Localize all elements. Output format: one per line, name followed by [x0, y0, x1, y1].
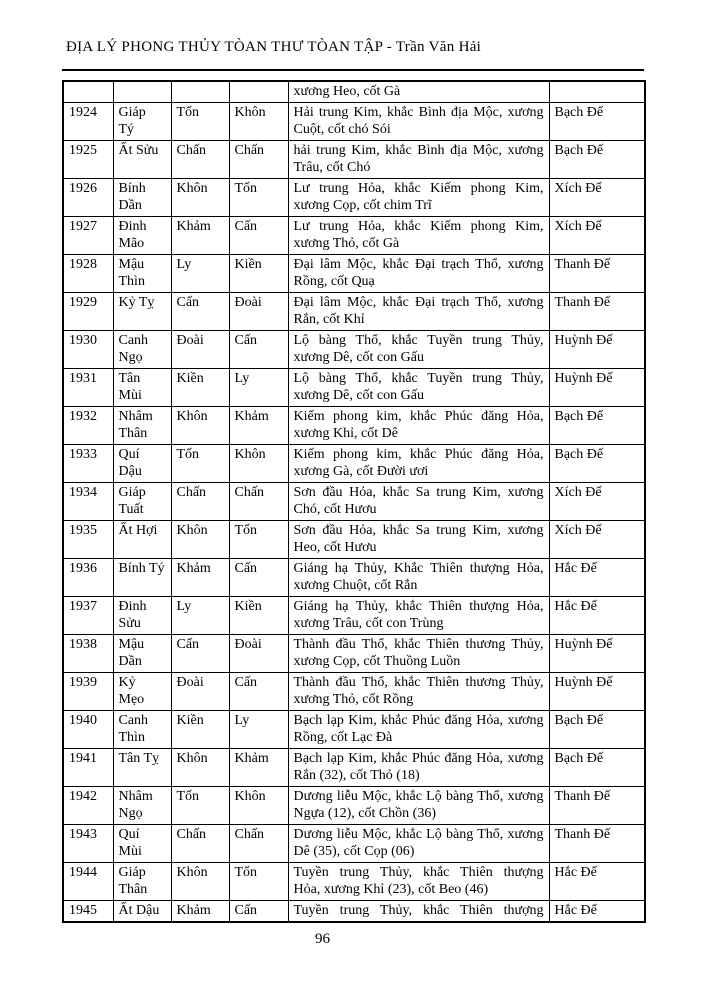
description-line: xương Heo, cốt Gà [293, 84, 401, 99]
trigram1-cell: Khôn [171, 749, 229, 787]
description-line: Sơn đầu Hỏa, khắc Sa trung Kim, xương [293, 523, 544, 538]
description-line: Hỏa, xương Khỉ (23), cốt Beo (46) [293, 882, 489, 897]
trigram1-cell: Khôn [171, 407, 229, 445]
description-line: Giáng hạ Thủy, Khắc Thiên thượng Hỏa, [293, 561, 544, 576]
description-line: xương Gà, cốt Đười ươi [293, 464, 429, 479]
canchi-cell: Mậu Dần [113, 635, 171, 673]
canchi-cell: Ất Dậu [113, 901, 171, 923]
trigram1-cell: Khảm [171, 559, 229, 597]
table-row [63, 141, 645, 179]
trigram1-cell [171, 81, 229, 103]
year-cell: 1929 [63, 293, 113, 331]
canchi-cell: Đinh Mão [113, 217, 171, 255]
canchi-cell: Quí Dậu [113, 445, 171, 483]
trigram2-cell: Tốn [229, 521, 288, 559]
napam-description-cell [288, 787, 549, 825]
description-line: Rồng, cốt Lạc Đà [293, 730, 393, 745]
description-line: Hải trung Kim, khắc Bình địa Mộc, xương [293, 105, 544, 120]
trigram2-cell: Cấn [229, 217, 288, 255]
table-row [63, 521, 645, 559]
description-line: Bạch lạp Kim, khắc Phúc đăng Hỏa, xương [293, 713, 544, 728]
description-line: Dương liễu Mộc, khắc Lộ bàng Thổ, xương [293, 789, 544, 804]
trigram1-cell: Kiền [171, 369, 229, 407]
trigram2-cell: Tốn [229, 179, 288, 217]
trigram2-cell: Cấn [229, 331, 288, 369]
napam-description-cell [288, 293, 549, 331]
napam-description-cell [288, 749, 549, 787]
canchi-cell: Ất Sửu [113, 141, 171, 179]
trigram2-cell: Khôn [229, 445, 288, 483]
canchi-cell: Giáp Tuất [113, 483, 171, 521]
trigram1-cell: Khôn [171, 521, 229, 559]
description-line: xương Trâu, cốt con Trùng [293, 616, 444, 631]
emperor-cell: Xích Đế [549, 217, 645, 255]
description-line: Tuyền trung Thủy, khắc Thiên thượng [293, 903, 544, 918]
emperor-cell: Xích Đế [549, 483, 645, 521]
emperor-cell: Huỳnh Đế [549, 673, 645, 711]
table-row [63, 673, 645, 711]
description-line: xương Cọp, cốt chim Trĩ [293, 198, 432, 213]
description-line: xương Dê, cốt con Gấu [293, 388, 424, 403]
table-row [63, 635, 645, 673]
napam-description-cell [288, 445, 549, 483]
header-rule [62, 69, 644, 71]
description-line: Thành đầu Thổ, khắc Thiên thương Thủy, [293, 675, 544, 690]
description-line: Lư trung Hỏa, khắc Kiếm phong Kim, [293, 219, 544, 234]
table-row [63, 293, 645, 331]
year-cell: 1940 [63, 711, 113, 749]
napam-description-cell [288, 217, 549, 255]
emperor-cell: Thanh Đế [549, 293, 645, 331]
canchi-cell: Đinh Sửu [113, 597, 171, 635]
description-line: Chó, cốt Hươu [293, 502, 377, 517]
trigram1-cell: Chấn [171, 825, 229, 863]
trigram2-cell: Khôn [229, 103, 288, 141]
years-table-body [63, 81, 645, 922]
table-row [63, 255, 645, 293]
canchi-cell [113, 81, 171, 103]
trigram1-cell: Kiền [171, 711, 229, 749]
trigram1-cell: Đoài [171, 331, 229, 369]
trigram1-cell: Khôn [171, 179, 229, 217]
year-cell: 1936 [63, 559, 113, 597]
trigram2-cell: Chấn [229, 483, 288, 521]
napam-description-cell [288, 521, 549, 559]
emperor-cell: Bạch Đế [549, 103, 645, 141]
napam-description-cell [288, 597, 549, 635]
table-row [63, 825, 645, 863]
napam-description-cell [288, 863, 549, 901]
year-cell: 1941 [63, 749, 113, 787]
year-cell: 1925 [63, 141, 113, 179]
napam-description-cell [288, 179, 549, 217]
emperor-cell: Xích Đế [549, 179, 645, 217]
year-cell: 1939 [63, 673, 113, 711]
trigram2-cell: Ly [229, 711, 288, 749]
napam-description-cell [288, 559, 549, 597]
description-line: Kiếm phong kim, khắc Phúc đăng Hỏa, [293, 447, 544, 462]
emperor-cell [549, 81, 645, 103]
description-line: Heo, cốt Hươu [293, 540, 377, 555]
emperor-cell: Hắc Đế [549, 597, 645, 635]
trigram1-cell: Khôn [171, 863, 229, 901]
description-line: xương Khỉ, cốt Dê [293, 426, 398, 441]
table-row [63, 179, 645, 217]
napam-description-cell [288, 635, 549, 673]
trigram1-cell: Khảm [171, 901, 229, 923]
table-row [63, 711, 645, 749]
napam-description-cell [288, 673, 549, 711]
canchi-cell: Giáp Thân [113, 863, 171, 901]
year-cell: 1945 [63, 901, 113, 923]
trigram2-cell: Kiền [229, 255, 288, 293]
year-cell: 1934 [63, 483, 113, 521]
trigram2-cell: Kiền [229, 597, 288, 635]
canchi-cell: Canh Ngọ [113, 331, 171, 369]
canchi-cell: Nhâm Thân [113, 407, 171, 445]
description-line: Dê (35), cốt Cọp (06) [293, 844, 415, 859]
canchi-cell: Bính Dần [113, 179, 171, 217]
canchi-cell: Tân Mùi [113, 369, 171, 407]
emperor-cell: Hắc Đế [549, 901, 645, 923]
description-line: Tuyền trung Thủy, khắc Thiên thượng [293, 865, 544, 880]
year-cell: 1937 [63, 597, 113, 635]
table-row [63, 787, 645, 825]
canchi-cell: Giáp Tý [113, 103, 171, 141]
year-cell [63, 81, 113, 103]
description-line: Rắn (32), cốt Thỏ (18) [293, 768, 420, 783]
emperor-cell: Huỳnh Đế [549, 331, 645, 369]
napam-description-cell [288, 331, 549, 369]
canchi-cell: Tân Tỵ [113, 749, 171, 787]
page-header [66, 38, 481, 56]
napam-description-cell [288, 825, 549, 863]
year-cell: 1944 [63, 863, 113, 901]
emperor-cell: Bạch Đế [549, 711, 645, 749]
year-cell: 1933 [63, 445, 113, 483]
emperor-cell: Bạch Đế [549, 749, 645, 787]
trigram1-cell: Đoài [171, 673, 229, 711]
trigram2-cell: Tốn [229, 863, 288, 901]
napam-description-cell [288, 483, 549, 521]
table-row [63, 559, 645, 597]
napam-description-cell [288, 255, 549, 293]
trigram2-cell [229, 81, 288, 103]
description-line: xương Dê, cốt con Gấu [293, 350, 424, 365]
description-line: xương Cọp, cốt Thuồng Luồn [293, 654, 461, 669]
description-line: Kiếm phong kim, khắc Phúc đăng Hỏa, [293, 409, 544, 424]
page-number: 96 [315, 931, 330, 947]
trigram2-cell: Chấn [229, 825, 288, 863]
year-cell: 1928 [63, 255, 113, 293]
trigram1-cell: Ly [171, 597, 229, 635]
description-line: Lộ bàng Thổ, khắc Tuyền trung Thủy, [293, 371, 544, 386]
napam-description-cell [288, 103, 549, 141]
year-cell: 1932 [63, 407, 113, 445]
table-row [63, 901, 645, 923]
table-row [63, 217, 645, 255]
description-line: Bạch lạp Kim, khắc Phúc đăng Hỏa, xương [293, 751, 544, 766]
table-row [63, 749, 645, 787]
trigram2-cell: Đoài [229, 293, 288, 331]
canchi-cell: Bính Tý [113, 559, 171, 597]
trigram1-cell: Cấn [171, 635, 229, 673]
description-line: xương Thỏ, cốt Rồng [293, 692, 414, 707]
table-row [63, 407, 645, 445]
table-row [63, 445, 645, 483]
napam-description-cell [288, 711, 549, 749]
emperor-cell: Hắc Đế [549, 863, 645, 901]
emperor-cell: Bạch Đế [549, 445, 645, 483]
description-line: Cuột, cốt chó Sói [293, 122, 391, 137]
trigram2-cell: Khảm [229, 407, 288, 445]
emperor-cell: Bạch Đế [549, 407, 645, 445]
description-line: Lộ bàng Thổ, khắc Tuyền trung Thủy, [293, 333, 544, 348]
trigram1-cell: Chấn [171, 483, 229, 521]
trigram1-cell: Khảm [171, 217, 229, 255]
year-cell: 1926 [63, 179, 113, 217]
napam-description-cell [288, 141, 549, 179]
trigram2-cell: Cấn [229, 673, 288, 711]
description-line: Rắn, cốt Khỉ [293, 312, 365, 327]
table-row [63, 483, 645, 521]
trigram2-cell: Đoài [229, 635, 288, 673]
trigram1-cell: Tốn [171, 787, 229, 825]
napam-description-cell [288, 81, 549, 103]
trigram2-cell: Cấn [229, 901, 288, 923]
emperor-cell: Hắc Đế [549, 559, 645, 597]
description-line: hải trung Kim, khắc Bình địa Mộc, xương [293, 143, 544, 158]
trigram1-cell: Tốn [171, 103, 229, 141]
description-line: xương Chuột, cốt Rắn [293, 578, 418, 593]
napam-description-cell [288, 407, 549, 445]
table-row [63, 369, 645, 407]
table-row [63, 331, 645, 369]
trigram2-cell: Chấn [229, 141, 288, 179]
emperor-cell: Thanh Đế [549, 787, 645, 825]
year-cell: 1935 [63, 521, 113, 559]
trigram1-cell: Ly [171, 255, 229, 293]
description-line: Sơn đầu Hỏa, khắc Sa trung Kim, xương [293, 485, 544, 500]
description-line: Lư trung Hỏa, khắc Kiếm phong Kim, [293, 181, 544, 196]
trigram1-cell: Tốn [171, 445, 229, 483]
emperor-cell: Thanh Đế [549, 255, 645, 293]
napam-description-cell [288, 901, 549, 923]
table-row [63, 597, 645, 635]
year-cell: 1930 [63, 331, 113, 369]
year-cell: 1943 [63, 825, 113, 863]
description-line: Dương liễu Mộc, khắc Lộ bàng Thổ, xương [293, 827, 544, 842]
emperor-cell: Xích Đế [549, 521, 645, 559]
trigram2-cell: Cấn [229, 559, 288, 597]
year-cell: 1938 [63, 635, 113, 673]
emperor-cell: Huỳnh Đế [549, 635, 645, 673]
trigram1-cell: Chấn [171, 141, 229, 179]
trigram2-cell: Ly [229, 369, 288, 407]
description-line: Ngựa (12), cốt Chồn (36) [293, 806, 437, 821]
emperor-cell: Bạch Đế [549, 141, 645, 179]
description-line: Trâu, cốt Chó [293, 160, 371, 175]
trigram2-cell: Khôn [229, 787, 288, 825]
emperor-cell: Thanh Đế [549, 825, 645, 863]
description-line: Rồng, cốt Quạ [293, 274, 375, 289]
description-line: Giáng hạ Thủy, khắc Thiên thượng Hỏa, [293, 599, 544, 614]
canchi-cell: Mậu Thìn [113, 255, 171, 293]
year-cell: 1924 [63, 103, 113, 141]
book-title: ĐỊA LÝ PHONG THỦY TÒAN THƯ TÒAN TẬP - Trần Văn Hải [66, 39, 482, 55]
emperor-cell: Huỳnh Đế [549, 369, 645, 407]
canchi-cell: Kỷ Tỵ [113, 293, 171, 331]
description-line: Đại lâm Mộc, khắc Đại trạch Thổ, xương [293, 295, 544, 310]
napam-description-cell [288, 369, 549, 407]
year-cell: 1927 [63, 217, 113, 255]
table-row [63, 81, 645, 103]
canchi-cell: Ất Hợi [113, 521, 171, 559]
description-line: xương Thỏ, cốt Gà [293, 236, 400, 251]
table-row [63, 103, 645, 141]
years-table [62, 80, 646, 923]
year-cell: 1931 [63, 369, 113, 407]
canchi-cell: Quí Mùi [113, 825, 171, 863]
trigram2-cell: Khảm [229, 749, 288, 787]
canchi-cell: Canh Thìn [113, 711, 171, 749]
year-cell: 1942 [63, 787, 113, 825]
canchi-cell: Kỷ Mẹo [113, 673, 171, 711]
description-line: Thành đầu Thổ, khắc Thiên thương Thủy, [293, 637, 544, 652]
table-row [63, 863, 645, 901]
canchi-cell: Nhâm Ngọ [113, 787, 171, 825]
description-line: Đại lâm Mộc, khắc Đại trạch Thổ, xương [293, 257, 544, 272]
trigram1-cell: Cấn [171, 293, 229, 331]
